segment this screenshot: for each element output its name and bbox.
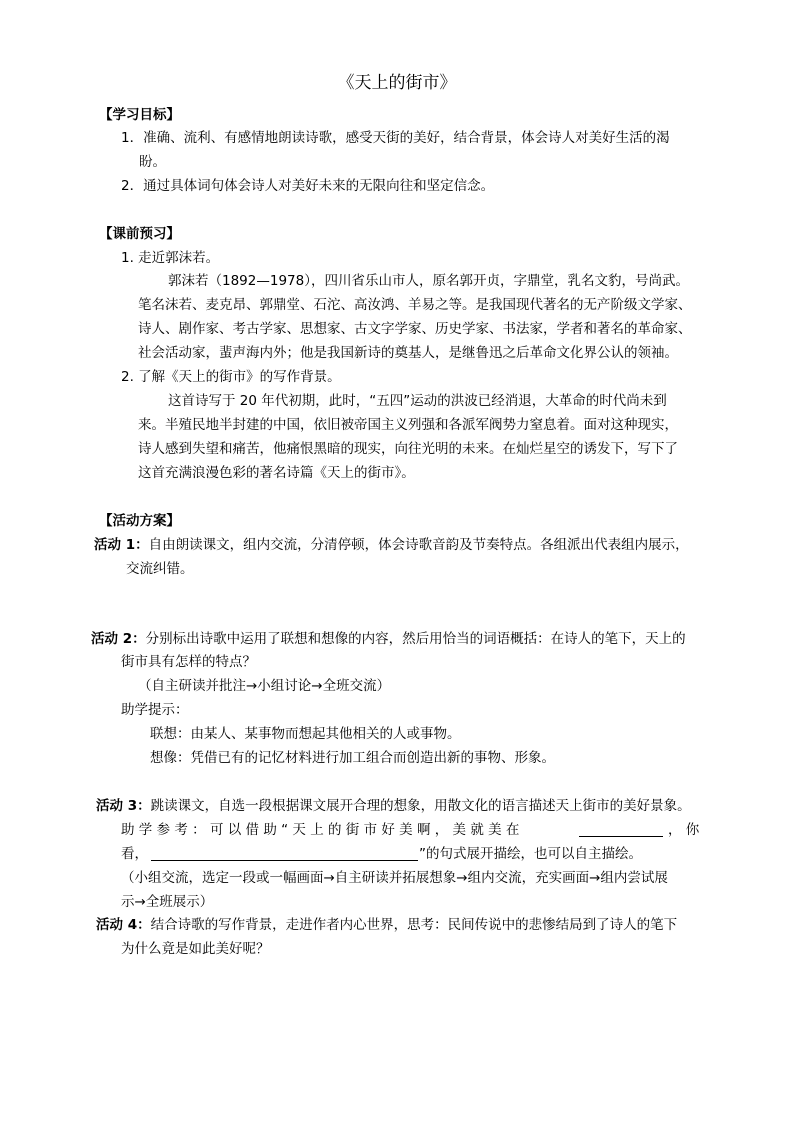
- goal-item-2: 2．通过具体词句体会诗人对美好未来的无限向往和坚定信念。: [121, 178, 495, 194]
- activity-3-see: 看，: [121, 846, 148, 862]
- plan-heading: 【活动方案】: [99, 513, 180, 529]
- activity-2-label: 活动 2：: [91, 631, 146, 647]
- activity-3-flow-cont: 示→全班展示）: [121, 894, 214, 910]
- background-line: 来。半殖民地半封建的中国，依旧被帝国主义列强和各派军阀势力窒息着。面对这种现实，: [138, 417, 678, 433]
- page-title: 《天上的街市》: [337, 73, 457, 93]
- activity-3-see-end: ”的句式展开描绘，也可以自主描绘。: [419, 846, 642, 862]
- study-hint-label: 助学提示：: [121, 702, 189, 718]
- bio-line: 社会活动家，蜚声海内外；他是我国新诗的奠基人，是继鲁迅之后革命文化界公认的领袖。: [138, 345, 678, 361]
- hint-imagination: 想像：凭借已有的记忆材料进行加工组合而创造出新的事物、形象。: [150, 750, 555, 766]
- bio-line: 诗人、剧作家、考古学家、思想家、古文字学家、历史学家、书法家，学者和著名的革命家、: [138, 321, 692, 337]
- activity-3: [96, 794, 691, 818]
- background-line: 这首诗写于 20 年代初期，此时，“五四”运动的洪波已经消退，大革命的时代尚未到: [168, 393, 667, 409]
- activity-3-ref-end: ， 你: [668, 822, 700, 838]
- fill-blank-1[interactable]: [579, 821, 663, 837]
- bio-line: 笔名沫若、麦克昂、郭鼎堂、石沱、高汝鸿、羊易之等。是我国现代著名的无产阶级文学家、: [138, 297, 692, 313]
- activity-2-cont: 街市具有怎样的特点？: [121, 654, 256, 670]
- activity-2-text: 分别标出诗歌中运用了联想和想像的内容，然后用恰当的词语概括：在诗人的笔下，天上的: [145, 631, 686, 647]
- activity-1-text: 自由朗读课文，组内交流，分清停顿，体会诗歌音韵及节奏特点。各组派出代表组内展示，: [148, 537, 689, 553]
- activity-1-cont: 交流纠错。: [126, 561, 194, 577]
- activity-3-ref: 助 学 参 考 ： 可 以 借 助 “ 天 上 的 街 市 好 美 啊 ， 美 就 美 在: [121, 822, 520, 838]
- background-line: 这首充满浪漫色彩的著名诗篇《天上的街市》。: [138, 465, 415, 481]
- fill-blank-2[interactable]: [151, 845, 418, 861]
- preview-heading: 【课前预习】: [99, 226, 180, 242]
- activity-1-label: 活动 1：: [94, 537, 149, 553]
- activity-2-flow: （自主研读并批注→小组讨论→全班交流）: [138, 678, 391, 694]
- goal-item-1-cont: 盼。: [139, 154, 166, 170]
- preview-item-2: 2. 了解《天上的街市》的写作背景。: [121, 369, 341, 385]
- activity-2: [91, 627, 686, 651]
- goal-item-1: 1．准确、流利、有感情地朗读诗歌，感受天街的美好，结合背景，体会诗人对美好生活的渴: [121, 130, 670, 146]
- goals-heading: 【学习目标】: [99, 107, 180, 123]
- activity-3-text: 跳读课文，自选一段根据课文展开合理的想象，用散文化的语言描述天上街市的美好景象。: [150, 798, 691, 814]
- activity-3-flow: （小组交流，选定一段或一幅画面→自主研读并拓展想象→组内交流，充实画面→组内尝试展: [121, 870, 668, 886]
- activity-4-label: 活动 4：: [96, 917, 151, 933]
- activity-4-text: 结合诗歌的写作背景，走进作者内心世界，思考：民间传说中的悲惨结局到了诗人的笔下: [150, 917, 678, 933]
- activity-4-cont: 为什么竟是如此美好呢？: [121, 941, 270, 957]
- activity-3-label: 活动 3：: [96, 798, 151, 814]
- activity-1: [94, 533, 689, 557]
- background-line: 诗人感到失望和痛苦，他痛恨黑暗的现实，向往光明的未来。在灿烂星空的诱发下，写下了: [138, 441, 678, 457]
- activity-4: [96, 913, 677, 937]
- bio-line: 郭沫若（1892—1978），四川省乐山市人，原名郭开贞，字鼎堂，乳名文豹，号尚武。: [168, 273, 689, 289]
- preview-item-1: 1. 走近郭沫若。: [121, 250, 220, 266]
- hint-association: 联想：由某人、某事物而想起其他相关的人或事物。: [150, 726, 461, 742]
